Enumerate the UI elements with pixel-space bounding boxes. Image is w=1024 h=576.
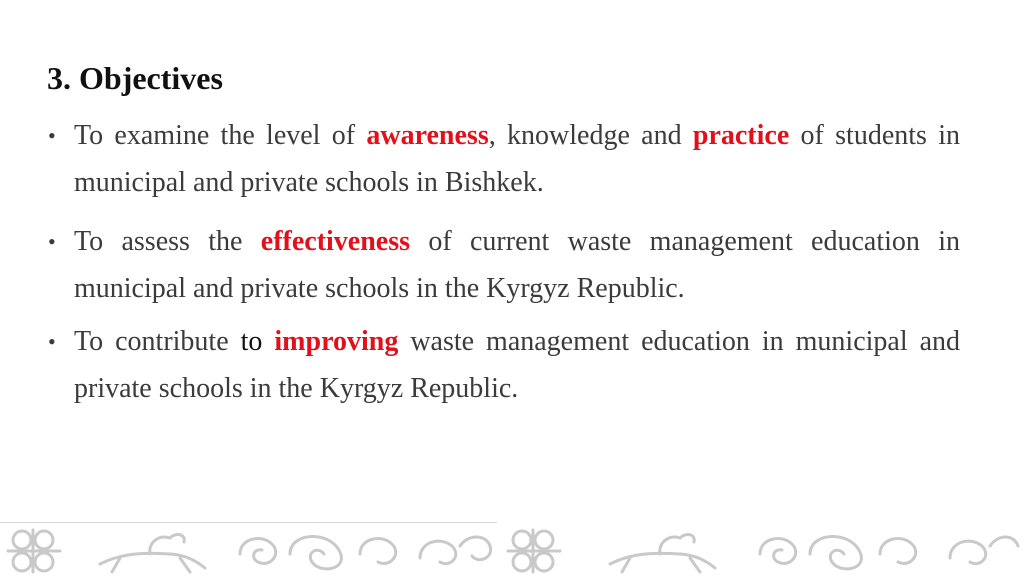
objective-text: of current waste management education in municipal and private schools in the Kyrgyz Republic. [74, 226, 960, 304]
objective-text: To contribute [74, 326, 241, 357]
highlight-improving: improving [274, 326, 399, 357]
ornament-knot-icon [8, 530, 60, 572]
objective-text: To examine the level of [74, 120, 367, 151]
ornament-deer-icon [610, 535, 715, 572]
footer-divider [0, 522, 497, 523]
ornament-swirl-icon [950, 537, 1018, 564]
slide-title: 3. Objectives [47, 60, 223, 96]
objective-text: of students in municipal and private schools in Bishkek. [74, 120, 960, 198]
objective-item [44, 318, 960, 412]
bullet-dot-icon: • [48, 123, 56, 148]
ornament-knot-icon [508, 530, 560, 572]
ornament-scroll-icon [240, 536, 396, 568]
objective-text: To assess the [74, 226, 261, 257]
bullet-dot-icon: • [48, 329, 56, 354]
highlight-effectiveness: effectiveness [260, 226, 411, 257]
objective-item [44, 218, 960, 312]
kyrgyz-ornament-border [0, 524, 1024, 576]
ornament-deer-icon [100, 535, 205, 572]
objective-item [44, 112, 960, 206]
objective-text-to: to [240, 326, 263, 357]
ornament-swirl-icon [420, 537, 491, 564]
ornament-scroll-icon [760, 536, 916, 568]
objectives-list [44, 112, 960, 412]
highlight-awareness: awareness [366, 120, 489, 151]
objective-text: , knowledge and [488, 120, 693, 151]
bullet-dot-icon: • [48, 229, 56, 254]
objective-text: waste management education in municipal and private schools in the Kyrgyz Republic. [74, 326, 961, 404]
highlight-practice: practice [692, 120, 790, 151]
